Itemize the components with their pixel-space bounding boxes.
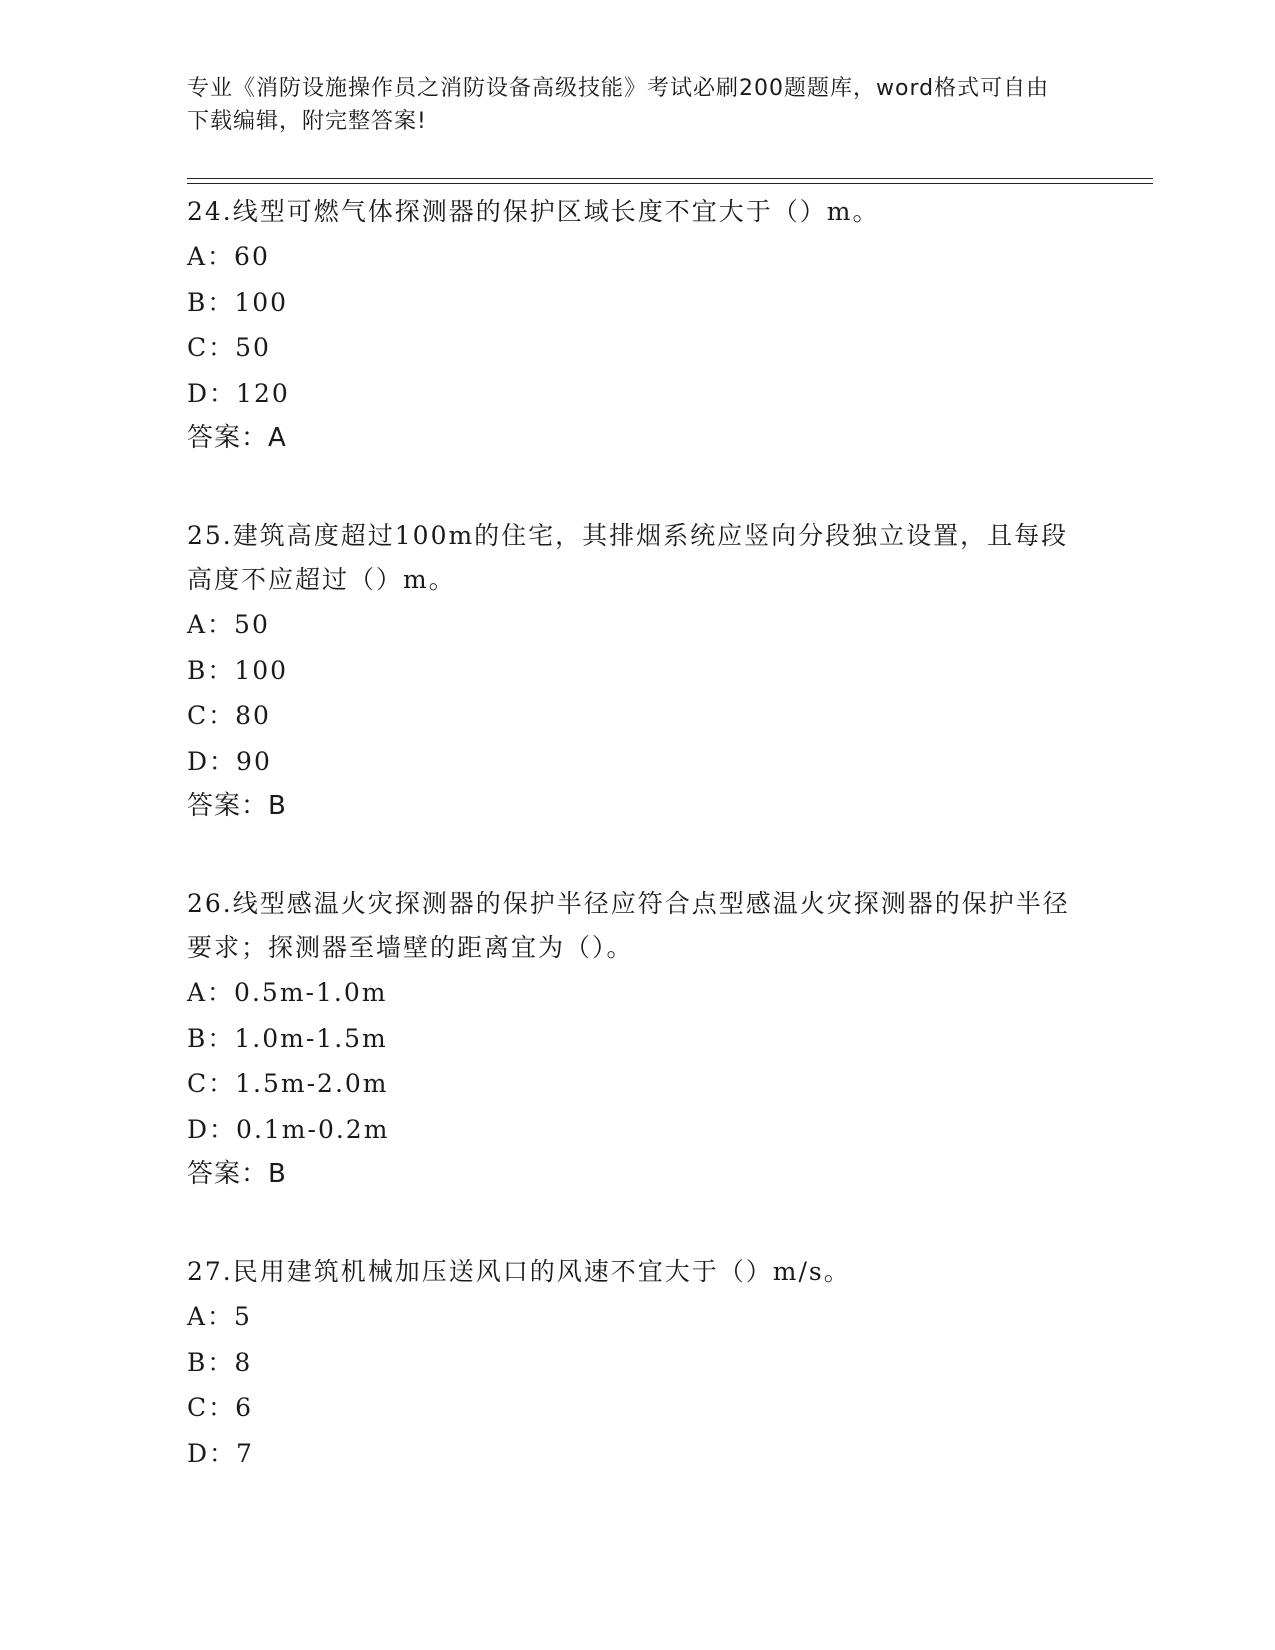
question-stem: 24.线型可燃气体探测器的保护区域长度不宜大于（）m。 [187, 197, 880, 226]
option-a: A：50 [187, 610, 270, 639]
document-header: 专业《消防设施操作员之消防设备高级技能》考试必刷200题题库，word格式可自由下载编辑，附完整答案! [187, 76, 1050, 134]
option-c: C：50 [187, 333, 271, 362]
answer: 答案：B [187, 791, 287, 821]
option-d: D：120 [187, 378, 290, 408]
question-spacer [187, 1197, 1087, 1246]
question-24 [187, 186, 1087, 461]
answer: 答案：B [187, 1159, 287, 1189]
option-c: C：6 [187, 1393, 254, 1422]
question-spacer [187, 829, 1087, 878]
answer: 答案：A [187, 423, 287, 453]
question-25 [187, 510, 1087, 829]
option-c: C：1.5m-2.0m [187, 1069, 389, 1098]
option-b: B：1.0m-1.5m [187, 1023, 388, 1053]
question-27 [187, 1246, 1087, 1476]
option-d: D：0.1m-0.2m [187, 1114, 390, 1144]
option-a: A：60 [187, 242, 270, 271]
option-b: B：100 [187, 655, 289, 685]
header-divider-bottom [187, 183, 1153, 184]
question-stem: 27.民用建筑机械加压送风口的风速不宜大于（）m/s。 [187, 1257, 851, 1286]
question-stem: 26.线型感温火灾探测器的保护半径应符合点型感温火灾探测器的保护半径要求；探测器至墙壁的距离宜为（）。 [187, 889, 1070, 962]
question-26 [187, 878, 1087, 1197]
header-divider-top [187, 178, 1153, 179]
option-d: D：7 [187, 1438, 254, 1468]
option-a: A：0.5m-1.0m [187, 978, 388, 1007]
question-list [187, 186, 1087, 1476]
question-spacer [187, 461, 1087, 510]
option-b: B：100 [187, 287, 289, 317]
question-stem: 25.建筑高度超过100m的住宅，其排烟系统应竖向分段独立设置，且每段高度不应超过（）m。 [187, 521, 1069, 594]
option-c: C：80 [187, 701, 271, 730]
option-b: B：8 [187, 1347, 253, 1377]
option-a: A：5 [187, 1302, 252, 1331]
option-d: D：90 [187, 746, 272, 776]
